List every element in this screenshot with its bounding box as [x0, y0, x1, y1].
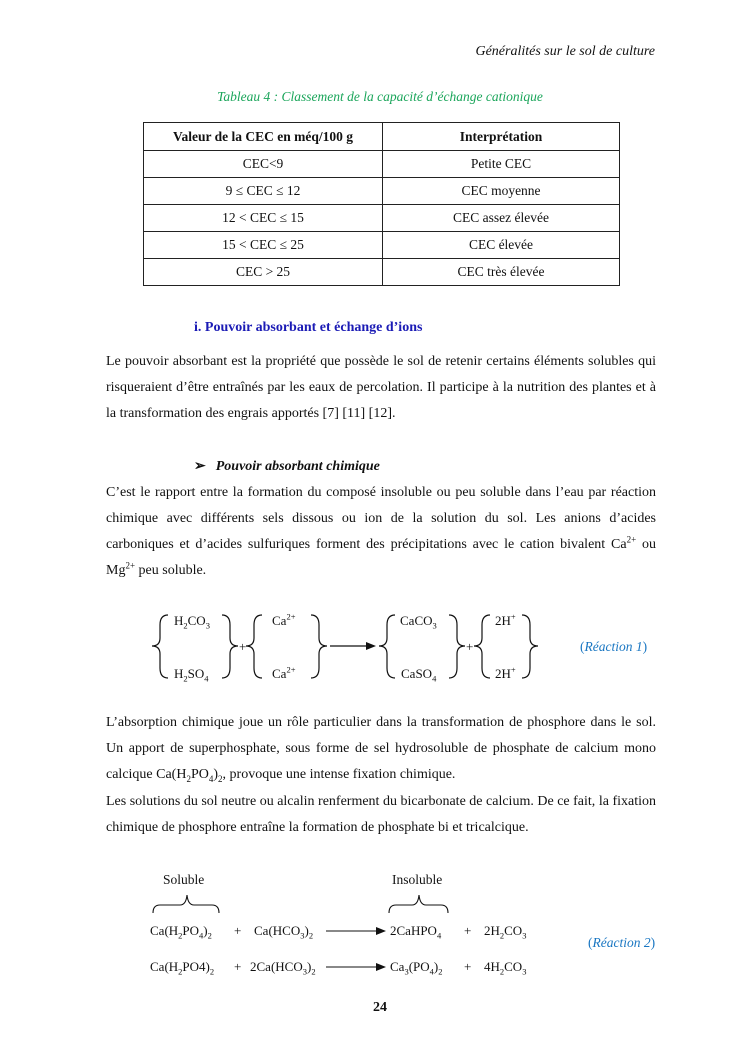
- equation-line-1-product: 2CaHPO$_4$: [390, 923, 442, 941]
- reaction-1-label: (Réaction 1): [580, 639, 648, 654]
- paragraph-absorbant-chimique: C’est le rapport entre la formation du composé insoluble ou peu soluble dans l’eau par réaction chimique avec différents sels dissous ou ion de la solution du sol. Les anions d’acides carboniques et d’acides sulfuriques forment des précipitations avec le cation bivalent $Ca^{2+}$ ou $Mg^{2+}$ peu soluble.: [106, 485, 657, 578]
- equation-line-1-acid: $2H_2CO_3$: [484, 923, 527, 941]
- subsection-title-text: Pouvoir absorbant chimique: [215, 459, 380, 474]
- left-brace: [246, 615, 262, 678]
- section-title: i. Pouvoir absorbant et échange d’ions: [194, 320, 423, 335]
- table-cell: 12 < CEC ≤ 15: [144, 205, 383, 232]
- plus-sign: +: [234, 923, 242, 938]
- overbrace: [153, 895, 219, 913]
- paragraph-pouvoir-absorbant: Le pouvoir absorbant est la propriété que possède le sol de retenir certains éléments solubles qui risqueraient d’être entraînés par les eaux de percolation. Il participe à la nutrition des plantes et à la transformation des engrais apportés [7] [11] [12].: [106, 354, 656, 421]
- paragraph-bicarbonate: Les solutions du sol neutre ou alcalin renferment du bicarbonate de calcium. De ce fait, la fixation chimique de phosphore entraîne la formation de phosphate bi et tricalcique.: [106, 794, 656, 835]
- equation-line-2-bicarbonate: $2Ca(HCO_3)_2$: [250, 959, 316, 977]
- right-brace: [311, 615, 327, 678]
- product-caso4: CaSO$_4$: [401, 666, 437, 684]
- right-brace: [522, 615, 538, 678]
- page-header: Généralités sur le sol de culture: [475, 44, 655, 59]
- equation-line-2-product: $Ca_3(PO_4)_2$: [390, 959, 443, 977]
- table-row: [144, 205, 620, 232]
- plus-sign: +: [466, 639, 474, 654]
- table-row: [144, 178, 620, 205]
- left-brace: [152, 615, 168, 678]
- table-cell: Petite CEC: [383, 151, 620, 178]
- plus-sign: +: [464, 959, 472, 974]
- product-hydrogen-ion: 2H+: [495, 611, 516, 628]
- arrow-head-icon: [366, 642, 376, 650]
- arrow-head-icon: [376, 927, 386, 935]
- table-row: [144, 151, 620, 178]
- plus-sign: +: [234, 959, 242, 974]
- table-cell: CEC<9: [144, 151, 383, 178]
- table-cell: CEC très élevée: [383, 259, 620, 286]
- subsection-title: [194, 458, 380, 475]
- equation-line-2: $Ca(H_2PO4)_2$: [150, 959, 215, 977]
- overbrace: [389, 895, 448, 913]
- page-number: 24: [373, 1000, 387, 1015]
- insoluble-label: Insoluble: [392, 872, 443, 887]
- arrow-head-icon: [376, 963, 386, 971]
- reactant-calcium-ion: $Ca^{2+}$: [272, 611, 296, 628]
- table-cell: CEC > 25: [144, 259, 383, 286]
- plus-sign: +: [464, 923, 472, 938]
- reactant-h2so4: $H_2SO_4$: [174, 666, 209, 684]
- product-hydrogen-ion: 2H+: [495, 664, 516, 681]
- soluble-label: Soluble: [163, 872, 205, 887]
- plus-sign: +: [239, 639, 247, 654]
- arrow-bullet-icon: ➢: [194, 459, 206, 474]
- table-row: [144, 259, 620, 286]
- table-cell: 9 ≤ CEC ≤ 12: [144, 178, 383, 205]
- column-header: Valeur de la CEC en méq/100 g: [144, 123, 383, 151]
- reactant-h2co3: $H_2CO_3$: [174, 613, 210, 631]
- right-brace: [222, 615, 238, 678]
- cec-table: [143, 122, 620, 286]
- table-cell: CEC assez élevée: [383, 205, 620, 232]
- table-row: [144, 232, 620, 259]
- equation-line-2-acid: $4H_2CO_3$: [484, 959, 527, 977]
- reaction-2-graphics: [0, 880, 745, 980]
- left-brace: [474, 615, 490, 678]
- equation-line-1-bicarbonate: $Ca(HCO_3)_2$: [254, 923, 314, 941]
- table-cell: 15 < CEC ≤ 25: [144, 232, 383, 259]
- table-header-row: [144, 123, 620, 151]
- right-brace: [449, 615, 465, 678]
- table-caption: Tableau 4 : Classement de la capacité d’échange cationique: [217, 89, 543, 104]
- paragraph-phosphore: L’absorption chimique joue un rôle particulier dans la transformation de phosphore dans le sol. Un apport de superphosphate, sous forme de sel hydrosoluble de phosphate de calcium mono calcique $Ca(H_2PO_4)_2$, provoque une intense fixation chimique.: [106, 715, 656, 784]
- table-cell: CEC élevée: [383, 232, 620, 259]
- column-header: Interprétation: [383, 123, 620, 151]
- reactant-calcium-ion: $Ca^{2+}$: [272, 664, 296, 681]
- product-caco3: CaCO$_3$: [400, 613, 437, 631]
- table-cell: CEC moyenne: [383, 178, 620, 205]
- reaction-2-label: (Réaction 2): [588, 935, 656, 950]
- left-brace: [379, 615, 395, 678]
- equation-line-1: $Ca(H_2PO_4)_2$: [150, 923, 212, 941]
